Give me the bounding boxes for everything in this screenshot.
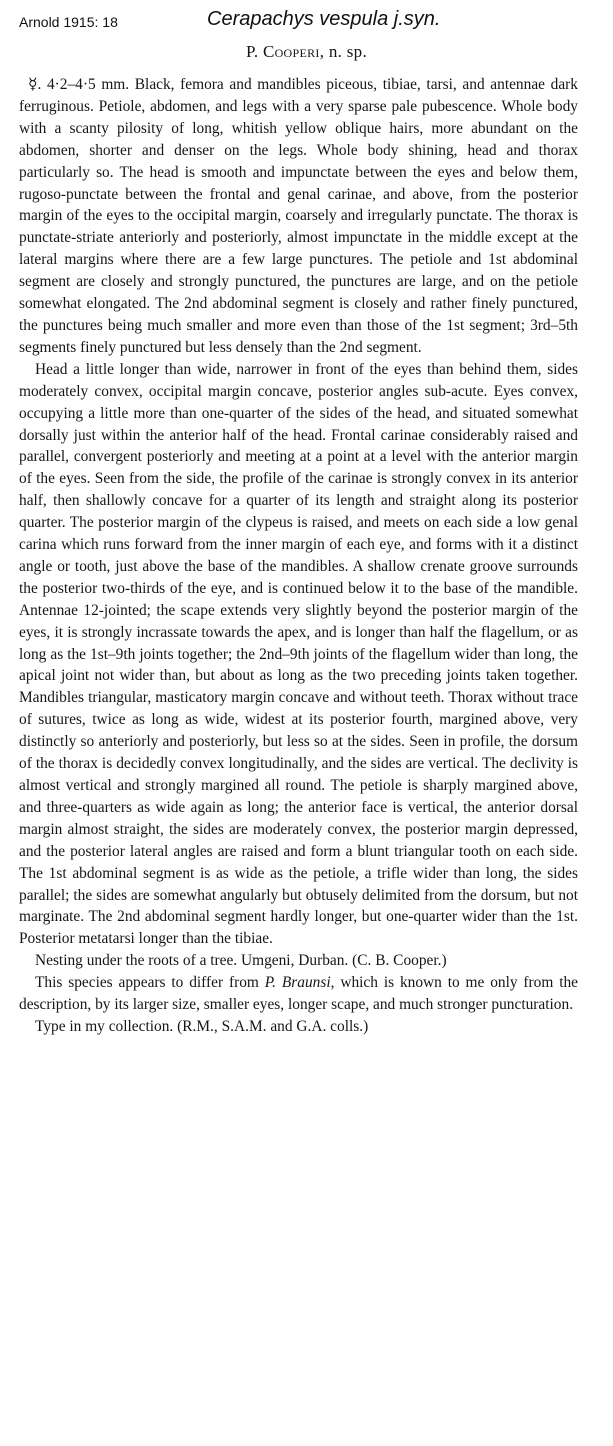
text-run: ☿. 4·2–4·5 mm. Black, femora and mandibles piceous, tibiae, tarsi, and antennae dark ferruginous. Petiole, abdomen, and legs with a very sparse pale pubescence. Whole body with a scanty pilosity of long, whitish yellow oblique hairs, more abundant on the abdomen, shorter and denser on the legs. Whole body shining, head and thorax particularly so. The head is smooth and impunctate between the eyes and below them, rugoso-punctate between the frontal and genal carinae, and above, from the posterior margin of the eyes to the occipital margin, coarsely and irregularly punctate. The thorax is punctate-striate anteriorly and posteriorly, almost impunctate in the middle except at the lateral margins where there are a few large punctures. The petiole and 1st abdominal segment are closely and strongly punctured, the punctures are large, and on the petiole somewhat elongated. The 2nd abdominal segment is closely and rather finely punctured, the punctures being much smaller and more even than those of the 1st segment; 3rd–5th segments finely punctured but less densely than the 2nd segment.: [19, 76, 578, 356]
synonym-annotation: Cerapachys vespula j.syn.: [207, 8, 441, 30]
paragraph: [19, 972, 578, 1016]
italic-taxon: P. Braunsi: [264, 974, 331, 992]
text-run: Nesting under the roots of a tree. Umgeni, Durban. (C. B. Cooper.): [35, 952, 447, 970]
species-title: [0, 42, 613, 62]
paragraph: [19, 74, 578, 359]
paragraph: [19, 359, 578, 950]
paragraph: [19, 1016, 578, 1038]
text-run: , which is known to me only from the description, by its larger size, smaller eyes, longer scape, and much stronger puncturation.: [19, 974, 578, 1014]
species-suffix: , n. sp.: [319, 42, 367, 61]
paragraph: [19, 950, 578, 972]
text-run: This species appears to differ from: [35, 974, 265, 992]
page-header: [0, 8, 613, 32]
description-body: [19, 74, 578, 1038]
citation-label: Arnold 1915: 18: [19, 14, 118, 30]
text-run: Type in my collection. (R.M., S.A.M. and G.A. colls.): [35, 1017, 369, 1035]
species-name: P. Cooperi: [245, 42, 320, 61]
text-run: Head a little longer than wide, narrower in front of the eyes than behind them, sides moderately convex, occipital margin concave, posterior angles sub-acute. Eyes convex, occupying a little more than one-quarter of the sides of the head, and situated somewhat dorsally just within the anterior half of the head. Frontal carinae considerably raised and parallel, convergent posteriorly and meeting at a point at a level with the anterior margin of the eyes. Seen from the side, the profile of the carinae is strongly convex in its anterior half, then shallowly concave for a quarter of its length and straight along its posterior quarter. The posterior margin of the clypeus is raised, and meets on each side a low genal carina which runs forward from the inner margin of each eye, and forms with it a distinct angle or tooth, just above the base of the mandibles. A shallow crenate groove surrounds the posterior two-thirds of the eye, and is continued below it to the base of the mandible. Antennae 12-jointed; the scape extends very slightly beyond the posterior margin of the eyes, it is strongly incrassate towards the apex, and is longer than half the flagellum, or as long as the 1st–9th joints together; the 2nd–9th joints of the flagellum wider than long, the apical joint not wider than, but about as long as the two preceding joints taken together. Mandibles triangular, masticatory margin concave and without teeth. Thorax without trace of sutures, twice as long as wide, widest at its posterior fourth, margined above, very distinctly so anteriorly and posteriorly, but less so at the sides. Seen in profile, the dorsum of the thorax is decidedly convex longitudinally, and the sides are vertical. The declivity is almost vertical and strongly margined all round. The petiole is sharply margined above, and three-quarters as wide again as long; the anterior face is vertical, the anterior dorsal margin almost straight, the sides are moderately convex, the posterior margin depressed, and the posterior lateral angles are raised and form a blunt triangular tooth on each side. The 1st abdominal segment is as wide as the petiole, a trifle wider than long, the sides parallel; the sides are somewhat angularly but obtusely delimited from the dorsum, but not marginate. The 2nd abdominal segment hardly longer, but one-quarter wider than the 1st. Posterior metatarsi longer than the tibiae.: [19, 360, 578, 948]
